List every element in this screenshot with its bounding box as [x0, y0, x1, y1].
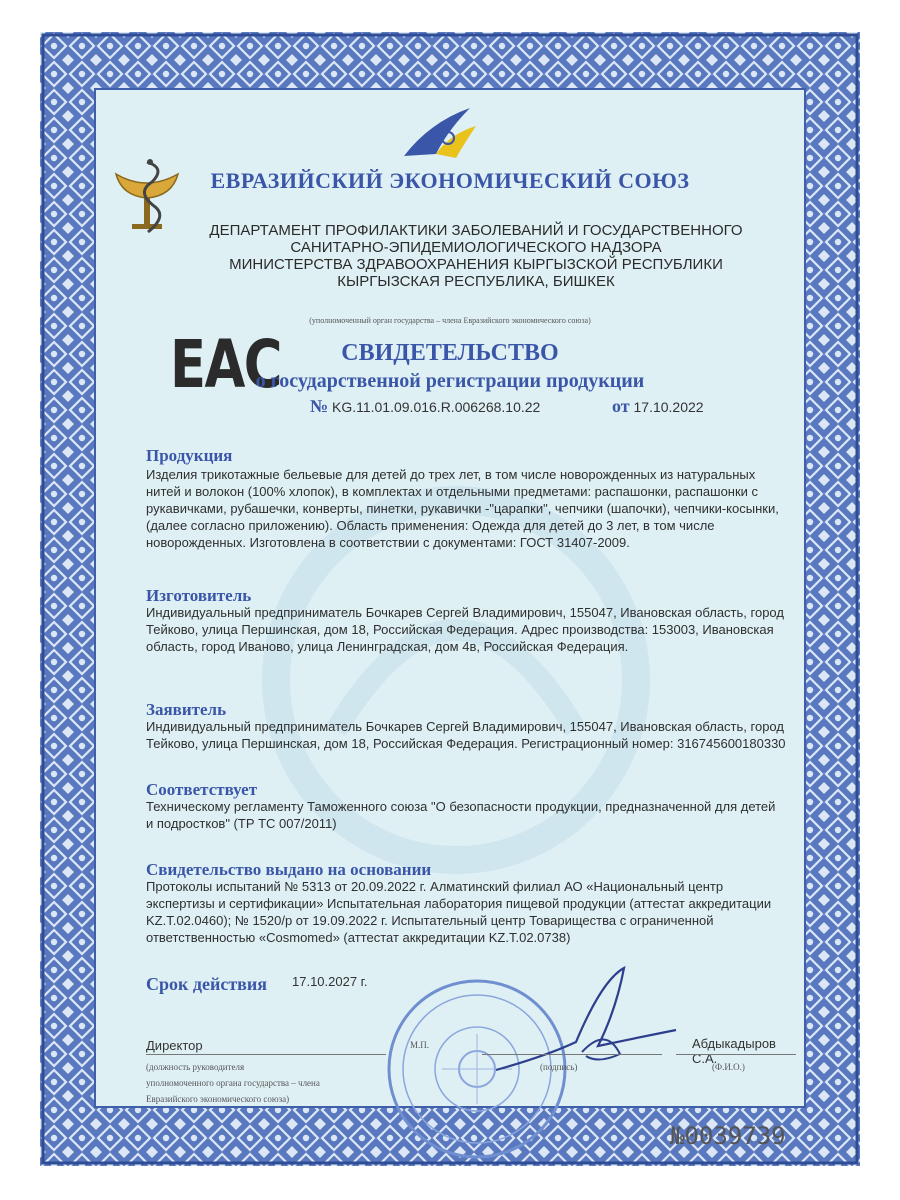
position-underline	[146, 1054, 386, 1055]
conforms-heading: Соответствует	[146, 780, 258, 799]
manufacturer-text: Индивидуальный предприниматель Бочкарев Сергей Владимирович, 155047, Ивановская область, город Тейково, улица Першинская, дом 18, Российская Федерация. Адрес производства: 153003, Ивановская область, город Иваново, улица Ленинградская, дом 4в, Российская Федерация.	[146, 605, 784, 654]
number-label: №	[310, 396, 329, 416]
authority-note: (уполномоченный орган государства – члена Евразийского экономического союза)	[309, 316, 591, 325]
registration-date: 17.10.2022	[633, 399, 704, 415]
validity-date: 17.10.2027 г.	[292, 974, 368, 989]
certificate-title: СВИДЕТЕЛЬСТВО	[341, 340, 559, 366]
position-label: Директор	[146, 1038, 203, 1053]
applicant-text: Индивидуальный предприниматель Бочкарев Сергей Владимирович, 155047, Ивановская область, город Тейково, улица Першинская, дом 18, Российская Федерация. Регистрационный номер: 316745600180330	[146, 719, 786, 751]
product-heading: Продукция	[146, 446, 233, 465]
department-line-1: ДЕПАРТАМЕНТ ПРОФИЛАКТИКИ ЗАБОЛЕВАНИЙ И ГОСУДАРСТВЕННОГО	[209, 222, 743, 239]
applicant-heading: Заявитель	[146, 700, 227, 719]
name-underline	[676, 1054, 796, 1055]
signature-underline	[482, 1054, 662, 1055]
serial-label: №	[670, 1122, 685, 1150]
position-note-line-3: Евразийского экономического союза)	[146, 1094, 290, 1104]
registration-number: KG.11.01.09.016.R.006268.10.22	[331, 399, 541, 415]
department-line-3: МИНИСТЕРСТВА ЗДРАВООХРАНЕНИЯ КЫРГЫЗСКОЙ РЕСПУБЛИКИ	[229, 256, 723, 273]
ornamental-border	[40, 32, 860, 1166]
serial-number: 0039739	[684, 1122, 786, 1150]
serial-number-line	[670, 1122, 786, 1150]
date-label: от	[612, 396, 630, 416]
name-note: (Ф.И.О.)	[712, 1062, 745, 1072]
signatory-name: Абдыкадыров С.А.	[692, 1036, 776, 1066]
signature-note: (подпись)	[540, 1062, 578, 1072]
basis-heading: Свидетельство выдано на основании	[146, 860, 432, 879]
basis-text: Протоколы испытаний № 5313 от 20.09.2022 г. Алматинский филиал АО «Национальный центр экспертизы и сертификации» Испытательная лаборатория пищевой продукции (аттестат аккредитации KZ.T.02.0460); № 1520/р от 19.09.2022 г. Испытательный центр Товарищества с ограниченной ответственностью «Cosmomed» (аттестат аккредитации KZ.T.02.0738)	[146, 879, 772, 945]
conforms-text: Техническому регламенту Таможенного союза "О безопасности продукции, предназначенной для детей и подростков" (ТР ТС 007/2011)	[146, 799, 776, 831]
handwritten-signature	[486, 960, 686, 1090]
validity-label: Срок действия	[146, 974, 268, 994]
registration-date-line	[612, 396, 704, 417]
eaeu-logo-icon	[400, 104, 480, 164]
manufacturer-heading: Изготовитель	[146, 586, 252, 605]
department-line-2: САНИТАРНО-ЭПИДЕМИОЛОГИЧЕСКОГО НАДЗОРА	[290, 239, 662, 256]
eac-mark: ЕАС	[170, 326, 281, 403]
registration-number-line	[310, 396, 540, 417]
certificate-panel	[96, 90, 804, 1150]
position-note-line-1: (должность руководителя	[146, 1062, 245, 1072]
stamp-label: М.П.	[410, 1040, 430, 1050]
union-name: ЕВРАЗИЙСКИЙ ЭКОНОМИЧЕСКИЙ СОЮЗ	[210, 168, 690, 193]
certificate-subtitle: о государственной регистрации продукции	[255, 370, 645, 392]
product-text: Изделия трикотажные бельевые для детей до трех лет, в том числе новорожденных из натуральных нитей и волокон (100% хлопок), в комплектах и отдельными предметами: распашонки, распашонки с рукавичками, рубашечки, конверты, пинетки, рукавички -"царапки", чепчики (шапочки), чепчики-косынки, (далее согласно приложению). Область применения: Одежда для детей до 3 лет, в том числе новорожденных. Изготовлена в соответствии с документами: ГОСТ 31407-2009.	[146, 467, 779, 550]
position-note-line-2: уполномоченного органа государства – члена	[146, 1078, 320, 1088]
department-line-4: КЫРГЫЗСКАЯ РЕСПУБЛИКА, БИШКЕК	[337, 273, 615, 290]
